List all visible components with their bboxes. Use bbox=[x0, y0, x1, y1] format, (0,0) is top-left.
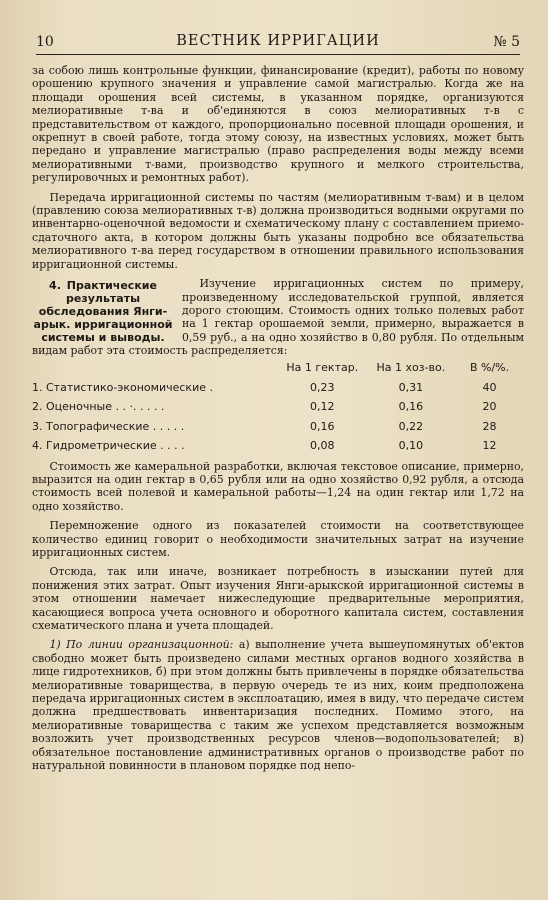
cell-per-household: 0,10 bbox=[398, 439, 424, 453]
table-row bbox=[32, 417, 524, 436]
cell-percent: 40 bbox=[482, 380, 497, 394]
row-leader: . bbox=[205, 380, 213, 394]
row-label: 2. Оценочные bbox=[32, 400, 112, 414]
cell-percent: 12 bbox=[482, 439, 497, 453]
column-header-per-household: На 1 хоз-во. bbox=[376, 360, 446, 374]
cell-percent: 20 bbox=[482, 400, 497, 414]
article-body bbox=[32, 64, 524, 773]
paragraph-6: Отсюда, так или иначе, возникает потребность в изыскании путей для понижения этих затрат. Опыт изучения Янги-арыкской ирригационной системы в этом отношении намечает нижеследующие предварительные мероприятия, касающиеся вопроса учета основного и оборотного капитала систем, составления схематического плана и учета площадей. bbox=[32, 565, 524, 633]
cell-per-hectare: 0,16 bbox=[310, 419, 335, 433]
paragraph-7 bbox=[32, 638, 524, 772]
cell-per-household: 0,31 bbox=[398, 380, 424, 394]
row-leader: . . ·. . . . . bbox=[111, 400, 165, 414]
journal-title: ВЕСТНИК ИРРИГАЦИИ bbox=[176, 33, 380, 49]
paragraph-7-text: а) выполнение учета вышеупомянутых об'ектов свободно может быть произведено силами местных органов водного хозяйства в лице гидротехников, б) при этом должны быть привлечены в порядке обязательства мелиоративные товарищества, в первую очередь те из них, коим предположена передача ирригационных систем в эксплоатацию, имея в виду, что передаче систем должна предшествовать инвентаризация последних. Помимо этого, на мелиоративные товарищества с таким же успехом представляется возможным возложить учет производственных ресурсов членов—водопользователей; в) обязательное постановление административных органов о производстве работ по натуральной повинности в плановом порядке под непо- bbox=[32, 638, 525, 773]
column-header-per-hectare: На 1 гектар. bbox=[286, 360, 359, 374]
page-number: 10 bbox=[36, 34, 54, 50]
column-header-percent: В %/%. bbox=[469, 360, 510, 374]
running-header bbox=[36, 32, 520, 55]
cell-per-household: 0,16 bbox=[398, 400, 424, 414]
section-4 bbox=[32, 277, 524, 357]
paragraph-1: за собою лишь контрольные функции, финансирование (кредит), работы по новому орошению крупного значения и управление самой магистралью. Когда же на площади орошения всей системы, в указанном порядке, организуются мелиоративные т-ва и об'единяются в союз мелиоративных т-в с представительством от каждого, пропорционально посевной площади орошения, и окрепнут в своей работе, тогда этому союзу, на известных условиях, может быть передано и управление магистралью (право распределения воды между всеми мелиоративными т-вами, производство крупного и мелкого строительства, регулировочных и ремонтных работ). bbox=[32, 64, 524, 185]
paragraph-4: Стоимость же камеральной разработки, включая текстовое описание, примерно, выразится на один гектар в 0,65 рубля или на одно хозяйство 0,92 рубля, а отсюда стоимость всей полевой и камеральной работы—1,24 на один гектар или 1,72 на одно хозяйство. bbox=[32, 459, 524, 513]
paragraph-5: Перемножение одного из показателей стоимости на соответствующее количество единиц говорит о необходимости значительных затрат на изучение ирригационных систем. bbox=[32, 519, 524, 559]
paragraph-7-lead: 1) По линии организационной: bbox=[49, 638, 234, 652]
section-number: 4. bbox=[49, 279, 61, 293]
table-header-row bbox=[32, 361, 524, 378]
table-row bbox=[32, 436, 524, 455]
table-row bbox=[32, 397, 524, 416]
cell-per-hectare: 0,08 bbox=[310, 439, 335, 453]
cell-per-household: 0,22 bbox=[398, 419, 424, 433]
cost-table bbox=[32, 361, 524, 456]
cell-percent: 28 bbox=[482, 419, 497, 433]
cell-per-hectare: 0,12 bbox=[310, 400, 335, 414]
table-row bbox=[32, 378, 524, 397]
row-leader: . . . . bbox=[156, 439, 185, 453]
row-label: 1. Статистико-экономические bbox=[32, 380, 206, 394]
paragraph-2: Передача ирригационной системы по частям (мелиоративным т-вам) и в целом (правлению союза мелиоративных т-в) должна производиться водными округами по инвентарно-оценочной ведомости и схематическому плану с составлением приемо-сдаточного акта, в котором должны быть указаны подробно все обязательства мелиоративного т-ва перед государством в отношении правильного использования ирригационной системы. bbox=[32, 190, 524, 271]
section-heading bbox=[32, 279, 174, 344]
section-heading-text: Практические результаты обследования Янги-арык. ирригационной системы и выводы. bbox=[33, 279, 173, 345]
cell-per-hectare: 0,23 bbox=[310, 380, 335, 394]
row-leader: . . . . . bbox=[149, 419, 185, 433]
paragraph-3: Изучение ирригационных систем по примеру, произведенному исследовательской группой, является дорого стоющим. Стоимость одних только полевых работ на 1 гектар орошаемой земли, примерно, выражается в 0,59 руб., а на одно хозяйство в 0,80 рубля. По отдельным видам работ эта стоимость распределяется: bbox=[32, 277, 524, 358]
row-label: 3. Топографические bbox=[32, 419, 150, 433]
row-label: 4. Гидрометрические bbox=[32, 439, 157, 453]
issue-number: № 5 bbox=[493, 34, 520, 50]
